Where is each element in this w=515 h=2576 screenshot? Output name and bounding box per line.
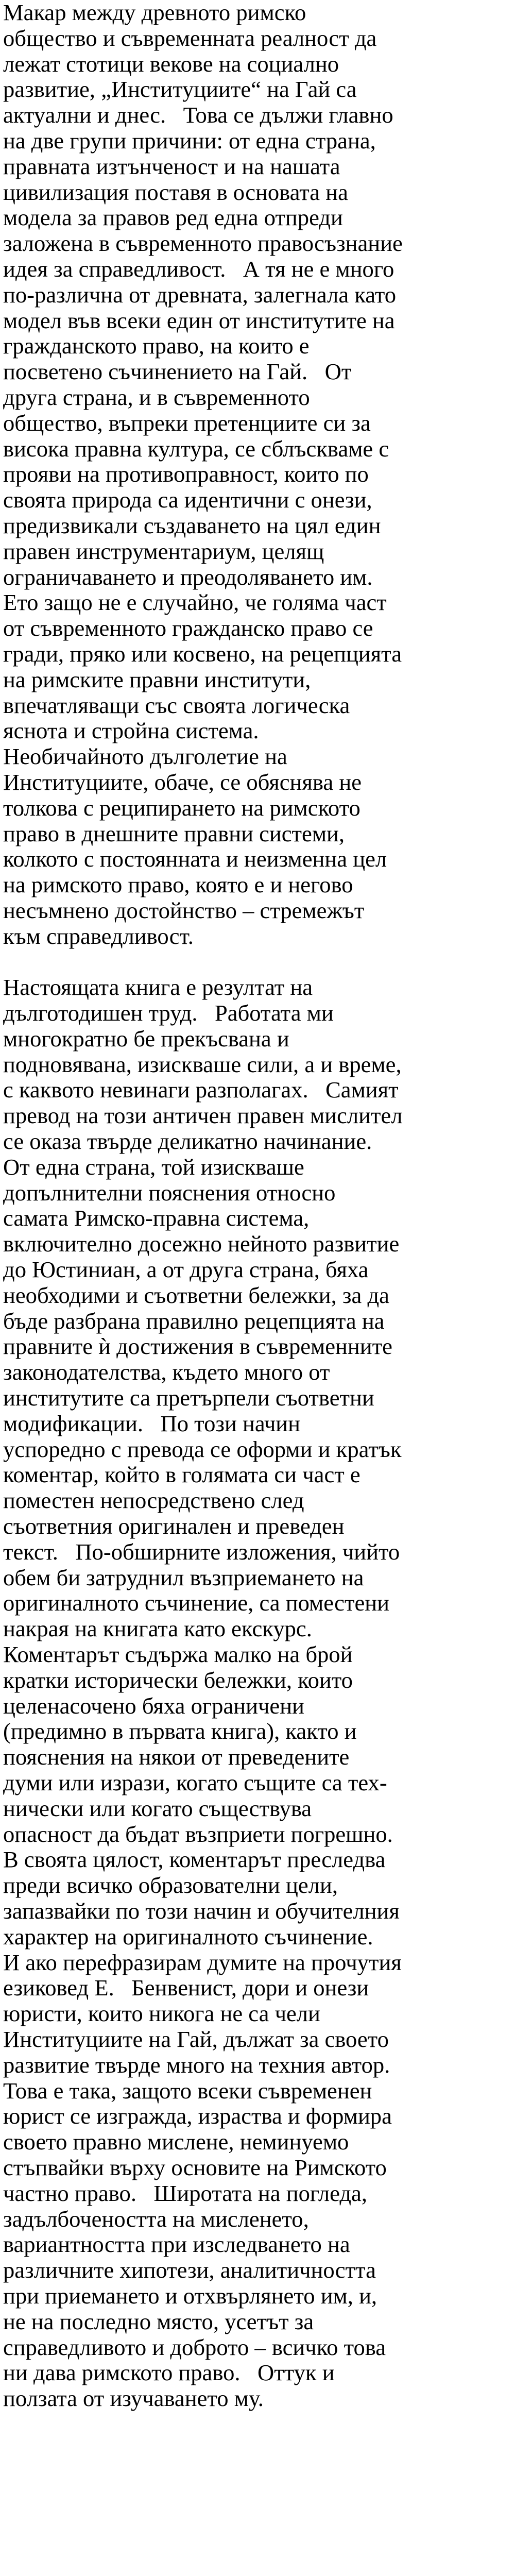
text-line: думи или изрази, когато същите са тех- [3,1769,387,1795]
text-line: кратки исторически бележки, които [3,1667,353,1693]
text-line: идея за справедливост. А тя не е много [3,256,394,282]
text-line: (предимно в първата книга), както и [3,1718,357,1744]
text-line: от съвременното гражданско право се [3,615,373,641]
text-line: гражданското право, на които е [3,333,310,359]
text-line: допълнителни пояснения относно [3,1179,336,1206]
text-line: колкото с постоянната и неизменна цел [3,846,387,872]
text-line: преди всичко образователни цели, [3,1872,338,1899]
text-line: предизвикали създаването на цял един [3,512,381,538]
document-page [3,0,513,2412]
text-line: ни дава римското право. Оттук и [3,2360,335,2386]
text-line: правната изтънченост и на нашата [3,153,340,179]
text-line: текст. По-обширните изложения, чийто [3,1538,400,1565]
text-line: законодателства, където много от [3,1359,330,1385]
text-line: развитие, „Институциите“ на Гай са [3,76,357,103]
text-line: ограничаването и преодоляването им. [3,564,373,590]
text-line: не на последно място, усетът за [3,2308,314,2334]
text-line: поместен непосредствено след [3,1487,304,1514]
paragraph-book-origin [3,975,513,2412]
text-line: ползата от изучаването му. [3,2385,264,2412]
text-line: бъде разбрана правилно рецепцията на [3,1308,385,1334]
text-line: Настоящата книга е резултат на [3,974,313,1001]
text-line: В своята цялост, коментарът преследва [3,1846,386,1873]
text-line: общество и съвременната реалност да [3,25,377,51]
text-line: развитие твърде много на техния автор. [3,2052,390,2078]
text-line: модел във всеки един от институтите на [3,307,395,333]
text-line: характер на оригиналното съчинение. [3,1923,373,1950]
text-line: успоредно с превода се оформи и кратък [3,1436,402,1462]
text-line: вариантността при изследването на [3,2231,350,2258]
text-line: подновявана, изискваше сили, а и време, [3,1051,402,1077]
text-line: цивилизация поставя в основата на [3,179,348,205]
text-line: задълбочеността на мисленето, [3,2206,309,2232]
text-line: обем би затруднил възприемането на [3,1564,364,1590]
text-line: съответния оригинален и преведен [3,1513,345,1539]
text-line: стъпвайки върху основите на Римското [3,2154,387,2180]
text-line: различните хипотези, аналитичността [3,2257,376,2283]
text-line: по-различна от древната, залегнала като [3,281,397,308]
text-line: посветено съчинението на Гай. От [3,359,352,385]
text-line: Ето защо не е случайно, че голяма част [3,589,387,616]
text-line: право в днешните правни системи, [3,820,345,846]
text-line: многократно бе прекъсвана и [3,1025,289,1052]
text-line: несъмнено достойнство – стремежът [3,897,365,923]
text-line: Институциите, обаче, се обяснява не [3,769,362,795]
text-line: лежат стотици векове на социално [3,50,339,77]
text-line: прояви на противоправност, които по [3,461,369,487]
text-line: своята природа са идентични с онези, [3,487,372,513]
text-line: на две групи причини: от една страна, [3,127,376,154]
text-line: заложена в съвременното правосъзнание [3,230,403,257]
text-line: юрист се изгражда, израства и формира [3,2103,392,2129]
paragraph-introduction [3,0,513,949]
text-line: включително досежно нейното развитие [3,1231,400,1257]
text-line: общество, въпреки претенциите си за [3,410,371,436]
text-line: Това е така, защото всеки съвременен [3,2077,372,2104]
text-line: модификации. По този начин [3,1410,301,1436]
text-line: целенасочено бяха ограничени [3,1692,304,1719]
text-line: накрая на книгата като екскурс. [3,1616,312,1642]
text-line: И ако перефразирам думите на прочутия [3,1949,402,1975]
text-line: актуални и днес. Това се дължи главно [3,102,393,128]
text-line: справедливото и доброто – всичко това [3,2334,386,2360]
text-line: на римските правни институти, [3,666,311,692]
text-line: дълготодишен труд. Работата ми [3,1000,334,1026]
text-line: институтите са претърпели съответни [3,1385,374,1411]
text-line: правните ѝ достижения в съвременните [3,1333,392,1360]
text-line: коментар, който в голямата си част е [3,1462,360,1488]
text-line: на римското право, която е и негово [3,872,353,898]
text-line: превод на този античен правен мислител [3,1103,403,1129]
text-line: езиковед Е. Бенвенист, дори и онези [3,1975,369,2001]
text-line: пояснения на някои от преведените [3,1744,350,1770]
text-line: впечатляващи със своята логическа [3,692,350,718]
text-line: нически или когато съществува [3,1795,312,1821]
text-line: друга страна, и в съвременното [3,384,310,410]
text-line: Институциите на Гай, дължат за своето [3,2026,389,2052]
text-line: От една страна, той изискваше [3,1154,304,1180]
text-line: опасност да бъдат възприети погрешно. [3,1821,393,1847]
text-line: Коментарът съдържа малко на брой [3,1641,353,1667]
text-line: яснота и стройна система. [3,718,259,744]
text-line: частно право. Широтата на погледа, [3,2180,367,2206]
text-line: запазвайки по този начин и обучителния [3,1897,400,1924]
text-line: своето правно мислене, неминуемо [3,2129,349,2155]
text-line: при приемането и отхвърлянето им, и, [3,2282,377,2309]
paragraph-gap [3,949,513,975]
text-line: оригиналното съчинение, са поместени [3,1590,389,1616]
text-line: юристи, които никога не са чели [3,2001,320,2027]
text-line: необходими и съответни бележки, за да [3,1282,389,1308]
text-line: до Юстиниан, а от друга страна, бяха [3,1257,369,1283]
text-line: самата Римско-правна система, [3,1205,310,1231]
text-line: с каквото невинаги разполагах. Самият [3,1077,399,1103]
text-line: правен инструментариум, целящ [3,538,324,564]
text-line: толкова с реципирането на римското [3,794,360,821]
text-line: Макар между древното римско [3,0,306,25]
text-line: Необичайното дълголетие на [3,743,287,770]
text-line: към справедливост. [3,923,194,949]
text-line: висока правна култура, се сблъскваме с [3,435,389,462]
text-line: модела за правов ред една отпреди [3,205,343,231]
text-line: гради, пряко или косвено, на рецепцията [3,640,402,667]
text-line: се оказа твърде деликатно начинание. [3,1128,372,1155]
